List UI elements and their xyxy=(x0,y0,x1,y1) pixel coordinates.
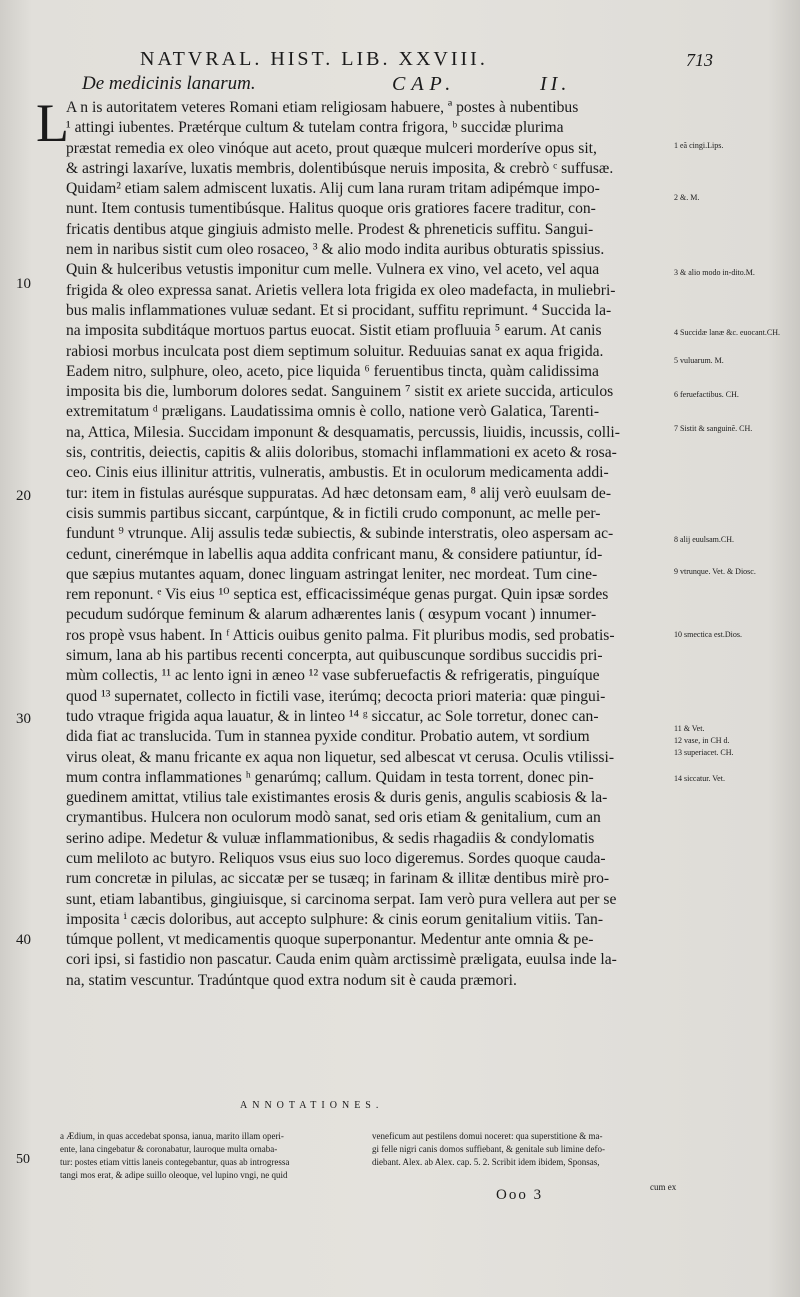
text-line: Eadem nitro, sulphure, oleo, aceto, pice liquida ⁶ feruentibus tincta, quàm calidissima xyxy=(66,362,599,380)
annotation-line: veneficum aut pestilens domui noceret: qua superstitione & ma- xyxy=(372,1131,603,1141)
text-line: na imposita subditáque mortuos partus euocat. Sistit etiam profluuia ⁵ earum. At canis xyxy=(66,322,602,340)
annotation-line: tangi mos erat, & adipe suillo oleoque, vel lupino vngi, ne quid xyxy=(60,1170,288,1180)
signature-mark: Ooo 3 xyxy=(496,1187,544,1203)
margin-note: 4 Succidæ lanæ &c. euocant.CH. xyxy=(674,328,780,337)
text-line: præstat remedia ex oleo vinóque aut aceto, prout quæque mulceri morderíve opus sit, xyxy=(66,139,597,157)
margin-note: 1 eã cingi.Lips. xyxy=(674,141,724,150)
catchword: cum ex xyxy=(650,1182,677,1192)
line-number-50: 50 xyxy=(16,1152,30,1167)
text-line: guedinem amittat, vtilius tale existimantes erosis & duris genis, angulis scabiosis & la- xyxy=(66,789,608,807)
margin-note: 11 & Vet. xyxy=(674,724,705,733)
margin-note: 5 vuluarum. M. xyxy=(674,356,724,365)
main-text-block xyxy=(66,98,706,991)
text-line: pecudum sudórque feminum & alarum adhærentes lanis ( œsypum vocant ) innumer- xyxy=(66,606,597,624)
text-line: rabiosi morbus inculcata post diem septimum soluitur. Reduuias sanat ex aqua frigida. xyxy=(66,342,604,360)
line-number-30: 30 xyxy=(16,711,31,727)
text-line: na, Attica, Milesia. Succidam imponunt & desquamatis, percussis, liuidis, incussis, colli- xyxy=(66,423,620,441)
annotation-line: ente, lana cingebatur & coronabatur, lauroque multa ornaba- xyxy=(60,1144,278,1154)
text-line: que sæpius mutantes aquam, donec linguam astringat leniter, nec mordeat. Tum cine- xyxy=(66,565,598,583)
text-line: rum concretæ in pilulas, ac siccatæ per se tusæq; in farinam & illitæ dentibus mirè pro- xyxy=(66,870,610,888)
annotations-right-column xyxy=(372,1130,702,1169)
text-line: cori ipsi, si fastidio non pascatur. Cauda enim quàm arctissimè præligata, euulsa inde la- xyxy=(66,951,617,969)
text-line: cedunt, cinerémque in labellis aqua addita confricant manu, & considere patiuntur, íd- xyxy=(66,545,603,563)
annotation-line: diebant. Alex. ab Alex. cap. 5. 2. Scribit idem ibidem, Sponsas, xyxy=(372,1157,600,1167)
margin-note: 12 vase, in CH d. xyxy=(674,736,730,745)
line-number-20: 20 xyxy=(16,488,31,504)
text-line: crymantibus. Hulcera non oculorum modò sanat, sed oris etiam & genitalium, cum an xyxy=(66,809,601,827)
text-line: imposita bis die, lumborum dolores sedat. Sanguinem ⁷ sistit ex ariete succida, articulos xyxy=(66,383,614,401)
text-line: mum contra inflammationes ʰ genarúmq; callum. Quidam in testa torrent, donec pin- xyxy=(66,768,594,786)
margin-note: 9 vtrunque. Vet. & Diosc. xyxy=(674,567,756,576)
page-number: 713 xyxy=(686,50,713,70)
text-line: na, statim vescuntur. Tradúntque quod extra nodum sit è cauda præmori. xyxy=(66,971,517,989)
text-line: Quin & hulceribus vetustis imponitur cum melle. Vulnera ex vino, vel aceto, vel aqua xyxy=(66,261,600,279)
text-line: frigida & oleo expressa sanat. Arietis vellera lota frigida ex oleo madefacta, in muliebri- xyxy=(66,281,616,299)
text-line: fundunt ⁹ vtrunque. Alij assulis tedæ subiectis, & subinde interstratis, oleo aspersam ac- xyxy=(66,525,614,543)
text-line: ros propè vsus habent. In ᶠ Atticis ouibus genito palma. Fit pluribus modis, sed probatis- xyxy=(66,626,615,644)
text-line: sis, contritis, deiectis, capitis & aliis doloribus, stomachi inflammationi ex aceto & rosa- xyxy=(66,444,617,462)
annotation-line: a Ædium, in quas accedebat sponsa, ianua, marito illam operi- xyxy=(60,1131,284,1141)
text-line: virus oleat, & manu fricante ex aqua non liquetur, sed albescat vt cerusa. Oculis vtilissi- xyxy=(66,748,615,766)
text-line: & astringi laxaríve, luxatis membris, dolentibúsque neruis imposita, & crebrò ᶜ suffusæ. xyxy=(66,159,614,177)
text-line: nem in naribus sistit cum oleo rosaceo, ³ & alio modo indita auribus obturatis spissius. xyxy=(66,241,605,259)
margin-note: 10 smectica est.Dios. xyxy=(674,630,742,639)
text-line: rem reponunt. ᵉ Vis eius ¹⁰ septica est, efficacissiméque genas purgat. Quin ipsæ sordes xyxy=(66,586,609,604)
text-line: fricatis dentibus atque gingiuis admisto melle. Prodest & phreneticis suffitu. Sangui- xyxy=(66,220,594,238)
line-number-10: 10 xyxy=(16,276,31,292)
margin-note: 2 &. M. xyxy=(674,193,700,202)
text-line: quod ¹³ supernatet, collecto in fictili vase, iterúmq; decocta priori materia: quæ pingui- xyxy=(66,687,606,705)
margin-note: 6 feruefactibus. CH. xyxy=(674,390,739,399)
chapter-number: II. xyxy=(540,73,571,95)
text-line: túmque pollent, vt medicamentis quoque superponantur. Medentur ante omnia & pe- xyxy=(66,931,594,949)
text-line: bus malis inflammationes vuluæ sedant. Et si procidant, suffitu reprimunt. ⁴ Succida la- xyxy=(66,301,612,319)
text-line: sunt, etiam labantibus, gingiuisque, si carcinoma serpat. Iam verò pura vellera aut per se xyxy=(66,890,617,908)
annotations-heading: ANNOTATIONES. xyxy=(240,1100,384,1111)
annotation-line: tur: postes etiam vittis laneis contegebantur, quas ab introgressa xyxy=(60,1157,290,1167)
chapter-title: De medicinis lanarum. xyxy=(82,73,256,94)
text-line: ¹ attingi iubentes. Prætérque cultum & tutelam contra frigora, ᵇ succidæ plurima xyxy=(66,119,564,137)
text-line: imposita ⁱ cæcis doloribus, aut accepto sulphure: & cinis eorum genitalium vitiis. Tan- xyxy=(66,910,604,928)
annotation-line: gi felle nigri canis domos suffiebant, & genitale sub limine defo- xyxy=(372,1144,606,1154)
text-line: cum meliloto ac butyro. Reliquos vsus eius suo loco digeremus. Sordes quoque cauda- xyxy=(66,849,606,867)
text-line: ceo. Cinis eius illinitur attritis, vulneratis, ambustis. Et in oculorum medicamenta addi- xyxy=(66,464,609,482)
margin-note: 13 superiacet. CH. xyxy=(674,748,734,757)
chapter-label: CAP. xyxy=(392,73,457,95)
annotations-left-column xyxy=(60,1130,360,1182)
text-line: dida fiat ac translucida. Tum in stannea pyxide conditur. Probatio autem, vt sordium xyxy=(66,728,590,746)
text-line: tudo vtraque frigida aqua lauatur, & in linteo ¹⁴ ᵍ siccatur, ac Sole torretur, donec can- xyxy=(66,707,599,725)
text-line: mùm collectis, ¹¹ ac lento igni in æneo ¹² vase subferuefactis & refrigeratis, pinguíque xyxy=(66,667,600,685)
text-line: tur: item in fistulas aurésque suppuratas. Ad hæc detonsam eam, ⁸ alij verò euulsam de- xyxy=(66,484,612,502)
text-line: serino adipe. Medetur & vuluæ inflammationibus, & sedis rhagadiis & condylomatis xyxy=(66,829,595,847)
text-line: A n is autoritatem veteres Romani etiam religiosam habuere, ª postes à nubentibus xyxy=(66,99,579,116)
line-number-40: 40 xyxy=(16,932,31,948)
text-line: cisis summis partibus siccant, carpúntque, & in fictili crudo componunt, ac melle per- xyxy=(66,504,601,522)
drop-capital: L xyxy=(36,93,69,153)
margin-note: 14 siccatur. Vet. xyxy=(674,774,725,783)
text-line: simum, lana ab his partibus recenti concerpta, aut quibuscunque sordibus succidis pri- xyxy=(66,647,603,665)
running-head: NATVRAL. HIST. LIB. XXVIII. xyxy=(140,48,488,70)
text-line: Quidam² etiam salem admiscent luxatis. Alij cum lana ruram tritam adipémque impo- xyxy=(66,180,600,198)
margin-note: 7 Sistit & sanguinẽ. CH. xyxy=(674,424,753,433)
text-line: extremitatum ᵈ præligans. Laudatissima omnis è collo, natione verò Galatica, Tarenti- xyxy=(66,403,600,421)
text-line: nunt. Item contusis tumentibúsque. Halitus quoque oris gratiores facere traditur, con- xyxy=(66,200,596,218)
margin-note: 8 alij euulsam.CH. xyxy=(674,535,734,544)
margin-note: 3 & alio modo in-dito.M. xyxy=(674,268,755,277)
